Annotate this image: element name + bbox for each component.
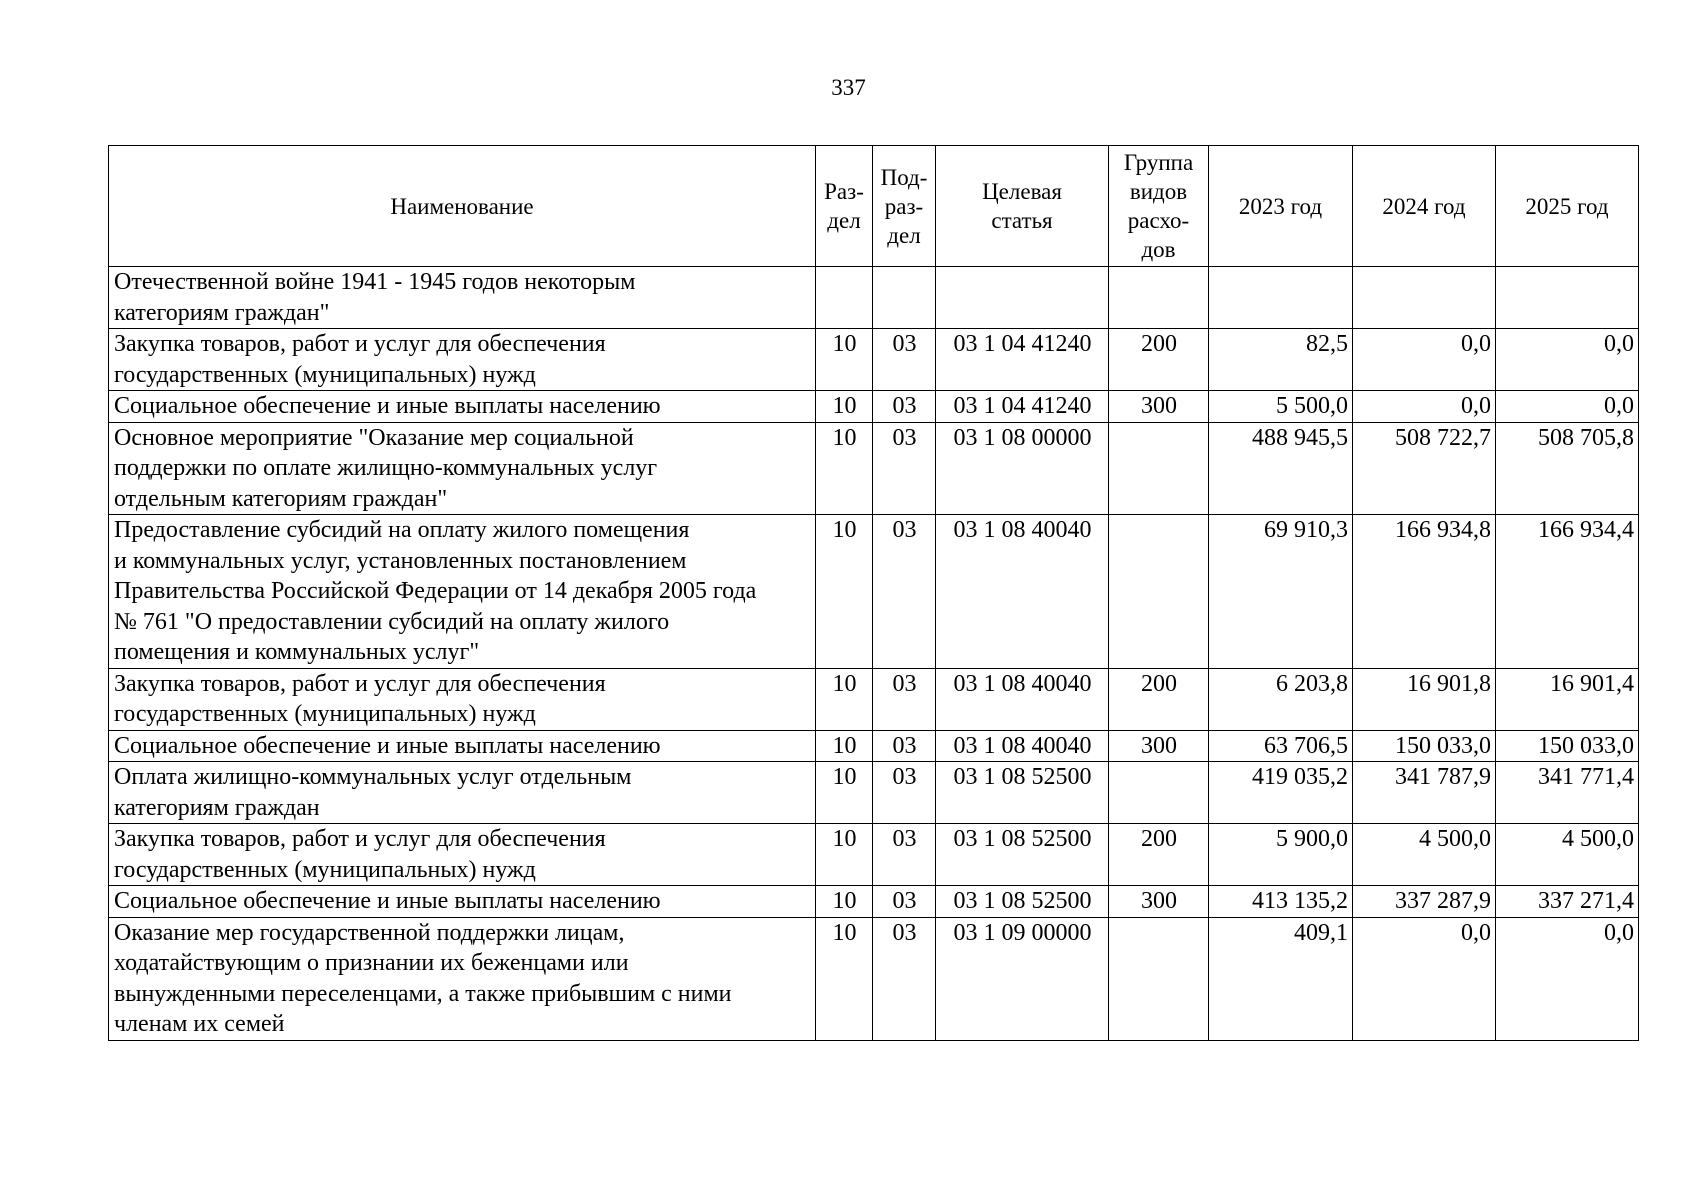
header-target-article: Целевая статья <box>936 146 1109 267</box>
cell-2025: 0,0 <box>1496 391 1639 423</box>
header-2025: 2025 год <box>1496 146 1639 267</box>
cell-2023 <box>1209 267 1353 329</box>
cell-name: Основное мероприятие "Оказание мер социальной поддержки по оплате жилищно-коммунальных услуг отдельным категориям граждан" <box>109 422 816 515</box>
cell-2025: 16 901,4 <box>1496 668 1639 730</box>
header-expense-group: Группа видов расхо- дов <box>1109 146 1209 267</box>
cell-2024: 341 787,9 <box>1353 762 1496 824</box>
cell-subsection <box>873 267 936 329</box>
cell-subsection: 03 <box>873 391 936 423</box>
cell-expense-group: 300 <box>1109 886 1209 918</box>
cell-2025: 0,0 <box>1496 917 1639 1040</box>
cell-section: 10 <box>816 515 873 669</box>
table-row <box>109 730 1639 762</box>
cell-2023: 6 203,8 <box>1209 668 1353 730</box>
header-section: Раз- дел <box>816 146 873 267</box>
cell-expense-group: 200 <box>1109 824 1209 886</box>
cell-2025 <box>1496 267 1639 329</box>
cell-2024: 508 722,7 <box>1353 422 1496 515</box>
table-row <box>109 422 1639 515</box>
cell-target-article: 03 1 08 40040 <box>936 730 1109 762</box>
cell-target-article: 03 1 08 52500 <box>936 762 1109 824</box>
table-row <box>109 329 1639 391</box>
cell-subsection: 03 <box>873 668 936 730</box>
cell-target-article: 03 1 04 41240 <box>936 391 1109 423</box>
cell-expense-group: 300 <box>1109 391 1209 423</box>
cell-section: 10 <box>816 730 873 762</box>
cell-section: 10 <box>816 391 873 423</box>
header-row <box>109 146 1639 267</box>
cell-expense-group <box>1109 515 1209 669</box>
cell-name: Предоставление субсидий на оплату жилого помещения и коммунальных услуг, установленных постановлением Правительства Российской Федерации от 14 декабря 2005 года № 761 "О предоставлении субсидий на оплату жилого помещения и коммунальных услуг" <box>109 515 816 669</box>
cell-target-article: 03 1 04 41240 <box>936 329 1109 391</box>
cell-expense-group <box>1109 762 1209 824</box>
cell-name: Закупка товаров, работ и услуг для обеспечения государственных (муниципальных) нужд <box>109 668 816 730</box>
cell-2025: 166 934,4 <box>1496 515 1639 669</box>
cell-expense-group <box>1109 917 1209 1040</box>
cell-section: 10 <box>816 762 873 824</box>
cell-2025: 4 500,0 <box>1496 824 1639 886</box>
cell-section: 10 <box>816 668 873 730</box>
cell-subsection: 03 <box>873 730 936 762</box>
cell-name: Оплата жилищно-коммунальных услуг отдельным категориям граждан <box>109 762 816 824</box>
cell-target-article: 03 1 08 40040 <box>936 668 1109 730</box>
cell-target-article: 03 1 08 52500 <box>936 886 1109 918</box>
cell-2024: 150 033,0 <box>1353 730 1496 762</box>
table-row <box>109 668 1639 730</box>
cell-section: 10 <box>816 886 873 918</box>
table-row <box>109 762 1639 824</box>
cell-2024 <box>1353 267 1496 329</box>
cell-target-article: 03 1 08 00000 <box>936 422 1109 515</box>
cell-subsection: 03 <box>873 762 936 824</box>
table-body <box>109 267 1639 1041</box>
cell-name: Закупка товаров, работ и услуг для обеспечения государственных (муниципальных) нужд <box>109 329 816 391</box>
header-2024: 2024 год <box>1353 146 1496 267</box>
cell-2025: 150 033,0 <box>1496 730 1639 762</box>
cell-2025: 341 771,4 <box>1496 762 1639 824</box>
cell-expense-group <box>1109 422 1209 515</box>
table-row <box>109 917 1639 1040</box>
cell-2024: 4 500,0 <box>1353 824 1496 886</box>
table-row <box>109 267 1639 329</box>
cell-2024: 0,0 <box>1353 917 1496 1040</box>
cell-section: 10 <box>816 422 873 515</box>
cell-2023: 413 135,2 <box>1209 886 1353 918</box>
cell-expense-group: 200 <box>1109 329 1209 391</box>
table-row <box>109 824 1639 886</box>
cell-2023: 409,1 <box>1209 917 1353 1040</box>
cell-2024: 16 901,8 <box>1353 668 1496 730</box>
cell-section: 10 <box>816 824 873 886</box>
cell-target-article: 03 1 08 40040 <box>936 515 1109 669</box>
cell-name: Закупка товаров, работ и услуг для обеспечения государственных (муниципальных) нужд <box>109 824 816 886</box>
cell-2024: 166 934,8 <box>1353 515 1496 669</box>
cell-subsection: 03 <box>873 329 936 391</box>
cell-2024: 0,0 <box>1353 329 1496 391</box>
cell-2025: 0,0 <box>1496 329 1639 391</box>
cell-name: Социальное обеспечение и иные выплаты населению <box>109 730 816 762</box>
cell-2025: 337 271,4 <box>1496 886 1639 918</box>
cell-name: Отечественной войне 1941 - 1945 годов некоторым категориям граждан" <box>109 267 816 329</box>
budget-table <box>108 145 1639 1041</box>
cell-section: 10 <box>816 917 873 1040</box>
table-row <box>109 515 1639 669</box>
cell-target-article: 03 1 09 00000 <box>936 917 1109 1040</box>
cell-expense-group: 300 <box>1109 730 1209 762</box>
cell-target-article: 03 1 08 52500 <box>936 824 1109 886</box>
cell-2023: 5 900,0 <box>1209 824 1353 886</box>
cell-subsection: 03 <box>873 422 936 515</box>
cell-name: Оказание мер государственной поддержки лицам, ходатайствующим о признании их беженцами или вынужденными переселенцами, а также прибывшим с ними членам их семей <box>109 917 816 1040</box>
cell-expense-group: 200 <box>1109 668 1209 730</box>
cell-2024: 0,0 <box>1353 391 1496 423</box>
table-row <box>109 886 1639 918</box>
cell-subsection: 03 <box>873 886 936 918</box>
cell-subsection: 03 <box>873 515 936 669</box>
table-header <box>109 146 1639 267</box>
cell-subsection: 03 <box>873 824 936 886</box>
cell-2024: 337 287,9 <box>1353 886 1496 918</box>
cell-2023: 63 706,5 <box>1209 730 1353 762</box>
page-number: 337 <box>831 75 866 100</box>
cell-target-article <box>936 267 1109 329</box>
cell-2023: 5 500,0 <box>1209 391 1353 423</box>
table-row <box>109 391 1639 423</box>
cell-section <box>816 267 873 329</box>
header-2023: 2023 год <box>1209 146 1353 267</box>
cell-section: 10 <box>816 329 873 391</box>
cell-2023: 69 910,3 <box>1209 515 1353 669</box>
cell-expense-group <box>1109 267 1209 329</box>
cell-subsection: 03 <box>873 917 936 1040</box>
header-name: Наименование <box>109 146 816 267</box>
cell-name: Социальное обеспечение и иные выплаты населению <box>109 886 816 918</box>
header-subsection: Под- раз- дел <box>873 146 936 267</box>
cell-name: Социальное обеспечение и иные выплаты населению <box>109 391 816 423</box>
cell-2023: 419 035,2 <box>1209 762 1353 824</box>
cell-2023: 82,5 <box>1209 329 1353 391</box>
cell-2025: 508 705,8 <box>1496 422 1639 515</box>
cell-2023: 488 945,5 <box>1209 422 1353 515</box>
